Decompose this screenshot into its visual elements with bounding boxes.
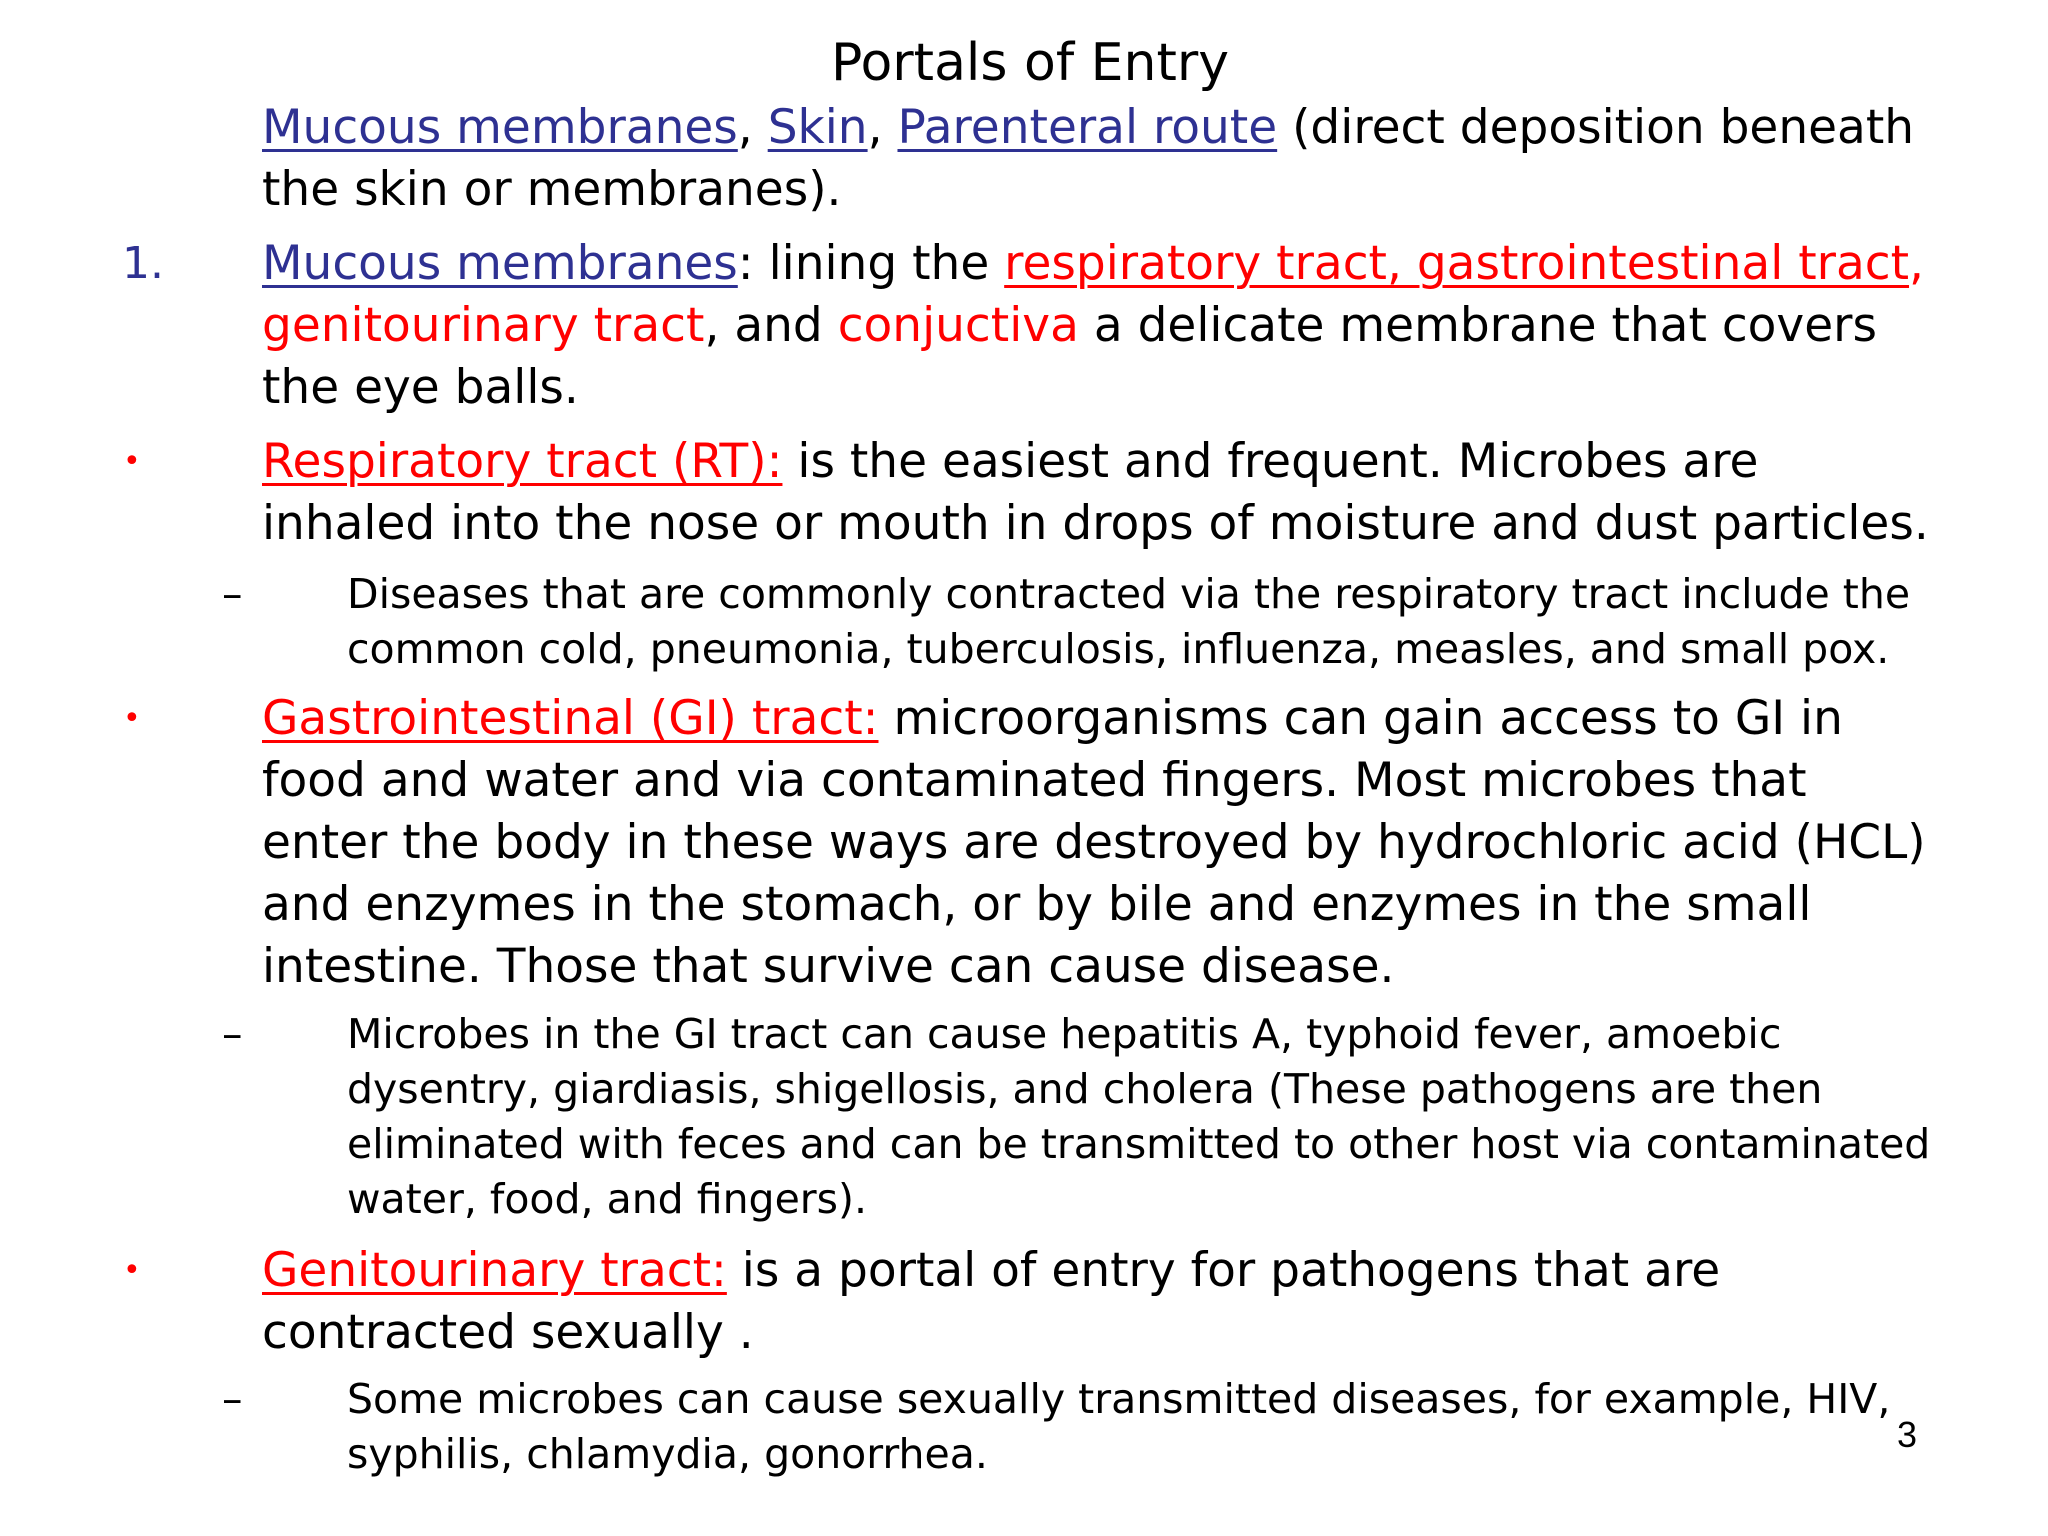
- slide-title: Portals of Entry: [830, 33, 1230, 93]
- gi-line-1: [262, 688, 2022, 750]
- gi-sub-line-2: dysentry, giardiasis, shigellosis, and cholera (These pathogens are then: [347, 1065, 1823, 1113]
- bullet-gi: •: [123, 701, 141, 736]
- respiratory-gi-tract-highlight: respiratory tract, gastrointestinal tract: [1004, 236, 1910, 291]
- respiratory-diseases-subitem: [347, 567, 2027, 677]
- gi-line-2: food and water and via contaminated fingers. Most microbes that: [262, 753, 1807, 808]
- gu-line-2: contracted sexually .: [262, 1305, 754, 1360]
- gi-sub-line-4: water, food, and fingers).: [347, 1175, 868, 1223]
- item1-line-3: the eye balls.: [262, 360, 579, 415]
- genitourinary-tract-heading: Genitourinary tract:: [262, 1243, 727, 1298]
- item1-text: , and: [704, 298, 838, 353]
- intro-text: (direct deposition beneath: [1277, 100, 1915, 155]
- rt-sub-line-1: Diseases that are commonly contracted via the respiratory tract include the: [347, 570, 1911, 618]
- rt-line-1: [262, 431, 2022, 493]
- gu-sub-line-2: syphilis, chlamydia, gonorrhea.: [347, 1430, 988, 1478]
- genitourinary-diseases-subitem: [347, 1372, 2027, 1482]
- gi-sub-line-1: Microbes in the GI tract can cause hepatitis A, typhoid fever, amoebic: [347, 1010, 1782, 1058]
- gu-sub-line-1: Some microbes can cause sexually transmitted diseases, for example, HIV,: [347, 1375, 1891, 1423]
- gu-text: is a portal of entry for pathogens that are: [726, 1243, 1721, 1298]
- gi-sub-line-3: eliminated with feces and can be transmitted to other host via contaminated: [347, 1120, 1931, 1168]
- mucous-membranes-paragraph: [262, 233, 2022, 419]
- gi-tract-paragraph: [262, 688, 2022, 998]
- gi-tract-heading: Gastrointestinal (GI) tract:: [262, 691, 879, 746]
- page-number: 3: [1897, 1414, 1918, 1455]
- item1-line-2: [262, 295, 2022, 357]
- gu-line-1: [262, 1240, 2022, 1302]
- skin-link[interactable]: Skin: [767, 100, 868, 155]
- intro-line-2: the skin or membranes).: [262, 162, 842, 217]
- dash-respiratory: –: [222, 570, 243, 618]
- mucous-membranes-link[interactable]: Mucous membranes: [262, 100, 738, 155]
- bullet-genitourinary: •: [123, 1253, 141, 1288]
- list-number-1: 1.: [122, 238, 164, 289]
- item1-text: a delicate membrane that covers: [1078, 298, 1877, 353]
- genitourinary-tract-highlight: genitourinary tract: [262, 298, 705, 353]
- rt-text: is the easiest and frequent. Microbes are: [782, 434, 1759, 489]
- respiratory-tract-heading: Respiratory tract (RT):: [262, 434, 783, 489]
- bullet-respiratory: •: [123, 444, 141, 479]
- gi-line-5: intestine. Those that survive can cause disease.: [262, 939, 1395, 994]
- dash-genitourinary: –: [222, 1375, 243, 1423]
- intro-separator: ,: [737, 100, 768, 155]
- intro-separator: ,: [867, 100, 898, 155]
- rt-line-2: inhaled into the nose or mouth in drops of moisture and dust particles.: [262, 496, 1929, 551]
- gi-line-4: and enzymes in the stomach, or by bile and enzymes in the small: [262, 877, 1812, 932]
- parenteral-route-link[interactable]: Parenteral route: [897, 100, 1278, 155]
- dash-gi: –: [222, 1010, 243, 1058]
- intro-line-1: [262, 97, 2022, 159]
- respiratory-tract-paragraph: [262, 431, 2022, 555]
- intro-paragraph: [262, 97, 2022, 221]
- gi-text: microorganisms can gain access to GI in: [878, 691, 1843, 746]
- rt-sub-line-2: common cold, pneumonia, tuberculosis, influenza, measles, and small pox.: [347, 625, 1890, 673]
- gi-diseases-subitem: [347, 1007, 2027, 1227]
- conjuctiva-highlight: conjuctiva: [837, 298, 1079, 353]
- mucous-membranes-item-link[interactable]: Mucous membranes: [262, 236, 738, 291]
- gi-line-3: enter the body in these ways are destroyed by hydrochloric acid (HCL): [262, 815, 1926, 870]
- genitourinary-tract-paragraph: [262, 1240, 2022, 1364]
- item1-comma: ,: [1909, 236, 1924, 291]
- item1-text: : lining the: [737, 236, 1005, 291]
- item1-line-1: [262, 233, 2022, 295]
